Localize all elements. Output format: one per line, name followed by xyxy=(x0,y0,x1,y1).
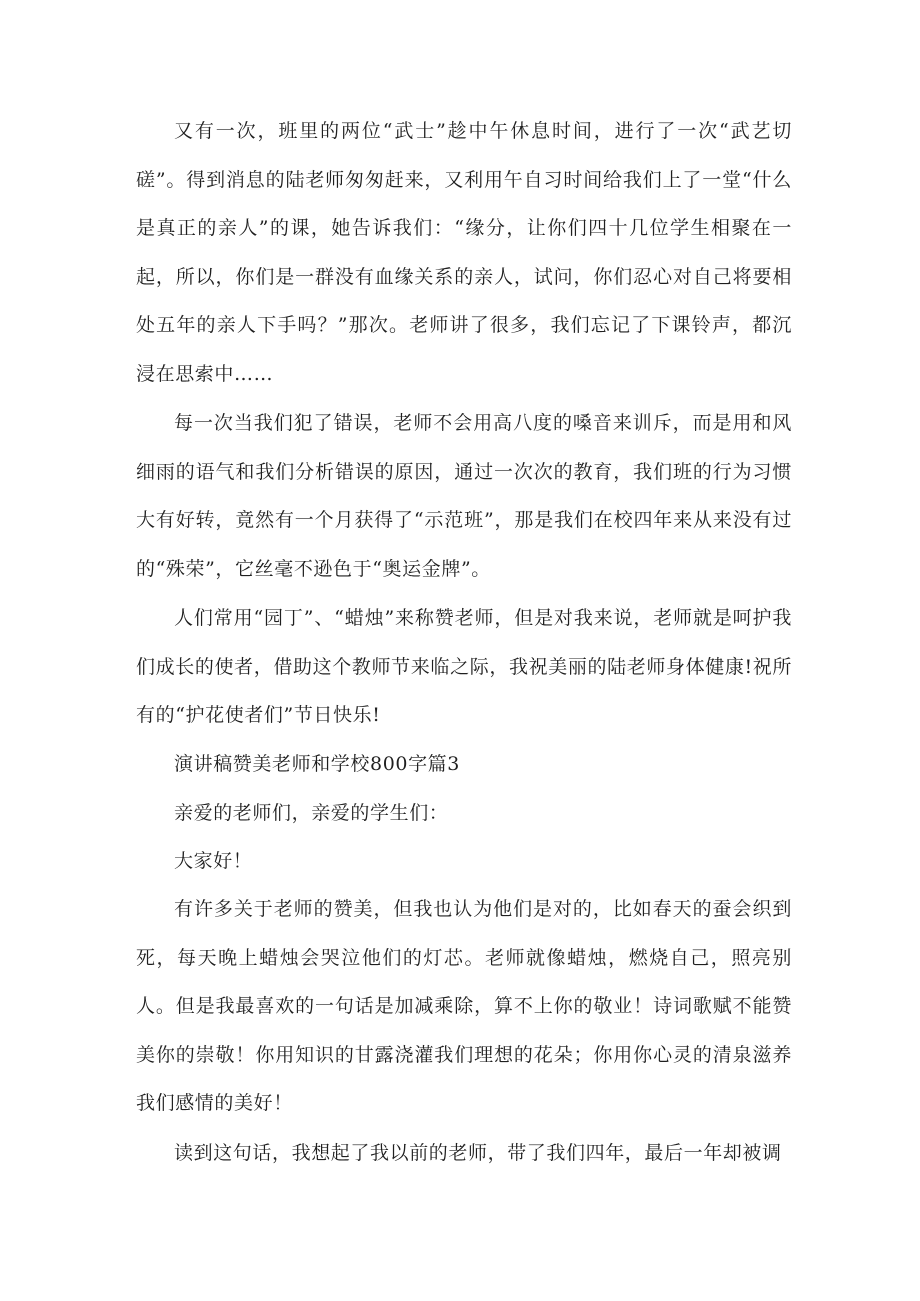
paragraph-former-teacher: 读到这句话，我想起了我以前的老师，带了我们四年，最后一年却被调 xyxy=(174,1142,782,1164)
paragraph-gardener-candle: 人们常用“园丁”、“蜡烛”来称赞老师，但是对我来说，老师就是呵护我们成长的使者，借助这个教师节来临之际，我祝美丽的陆老师身体健康!祝所有的“护花使者们”节日快乐! xyxy=(136,607,792,727)
paragraph-teacher-patience: 每一次当我们犯了错误，老师不会用高八度的嗓音来训斥，而是用和风细雨的语气和我们分析错误的原因，通过一次次的教育，我们班的行为习惯大有好转，竟然有一个月获得了“示范班”，那是我们在校四年来从来没有过的“殊荣”，它丝毫不逊色于“奥运金牌”。 xyxy=(136,412,792,580)
paragraph-martial-arts-story: 又有一次，班里的两位“武士”趁中午休息时间，进行了一次“武艺切磋”。得到消息的陆老师匆匆赶来，又利用午自习时间给我们上了一堂“什么是真正的亲人”的课，她告诉我们：“缘分，让你们四十几位学生相聚在一起，所以，你们是一群没有血缘关系的亲人，试问，你们忍心对自己将要相处五年的亲人下手吗？”那次。老师讲了很多，我们忘记了下课铃声，都沉浸在思索中…… xyxy=(136,120,792,385)
paragraph-praise-teachers: 有许多关于老师的赞美，但我也认为他们是对的，比如春天的蚕会织到死，每天晚上蜡烛会哭泣他们的灯芯。老师就像蜡烛，燃烧自己，照亮别人。但是我最喜欢的一句话是加减乘除，算不上你的敬业！诗词歌赋不能赞美你的崇敬！你用知识的甘露浇灌我们理想的花朵；你用你心灵的清泉滋养我们感情的美好！ xyxy=(136,898,792,1115)
section-heading: 演讲稿赞美老师和学校800字篇3 xyxy=(174,753,460,775)
greeting: 大家好！ xyxy=(174,850,253,872)
salutation: 亲爱的老师们，亲爱的学生们： xyxy=(174,802,449,824)
